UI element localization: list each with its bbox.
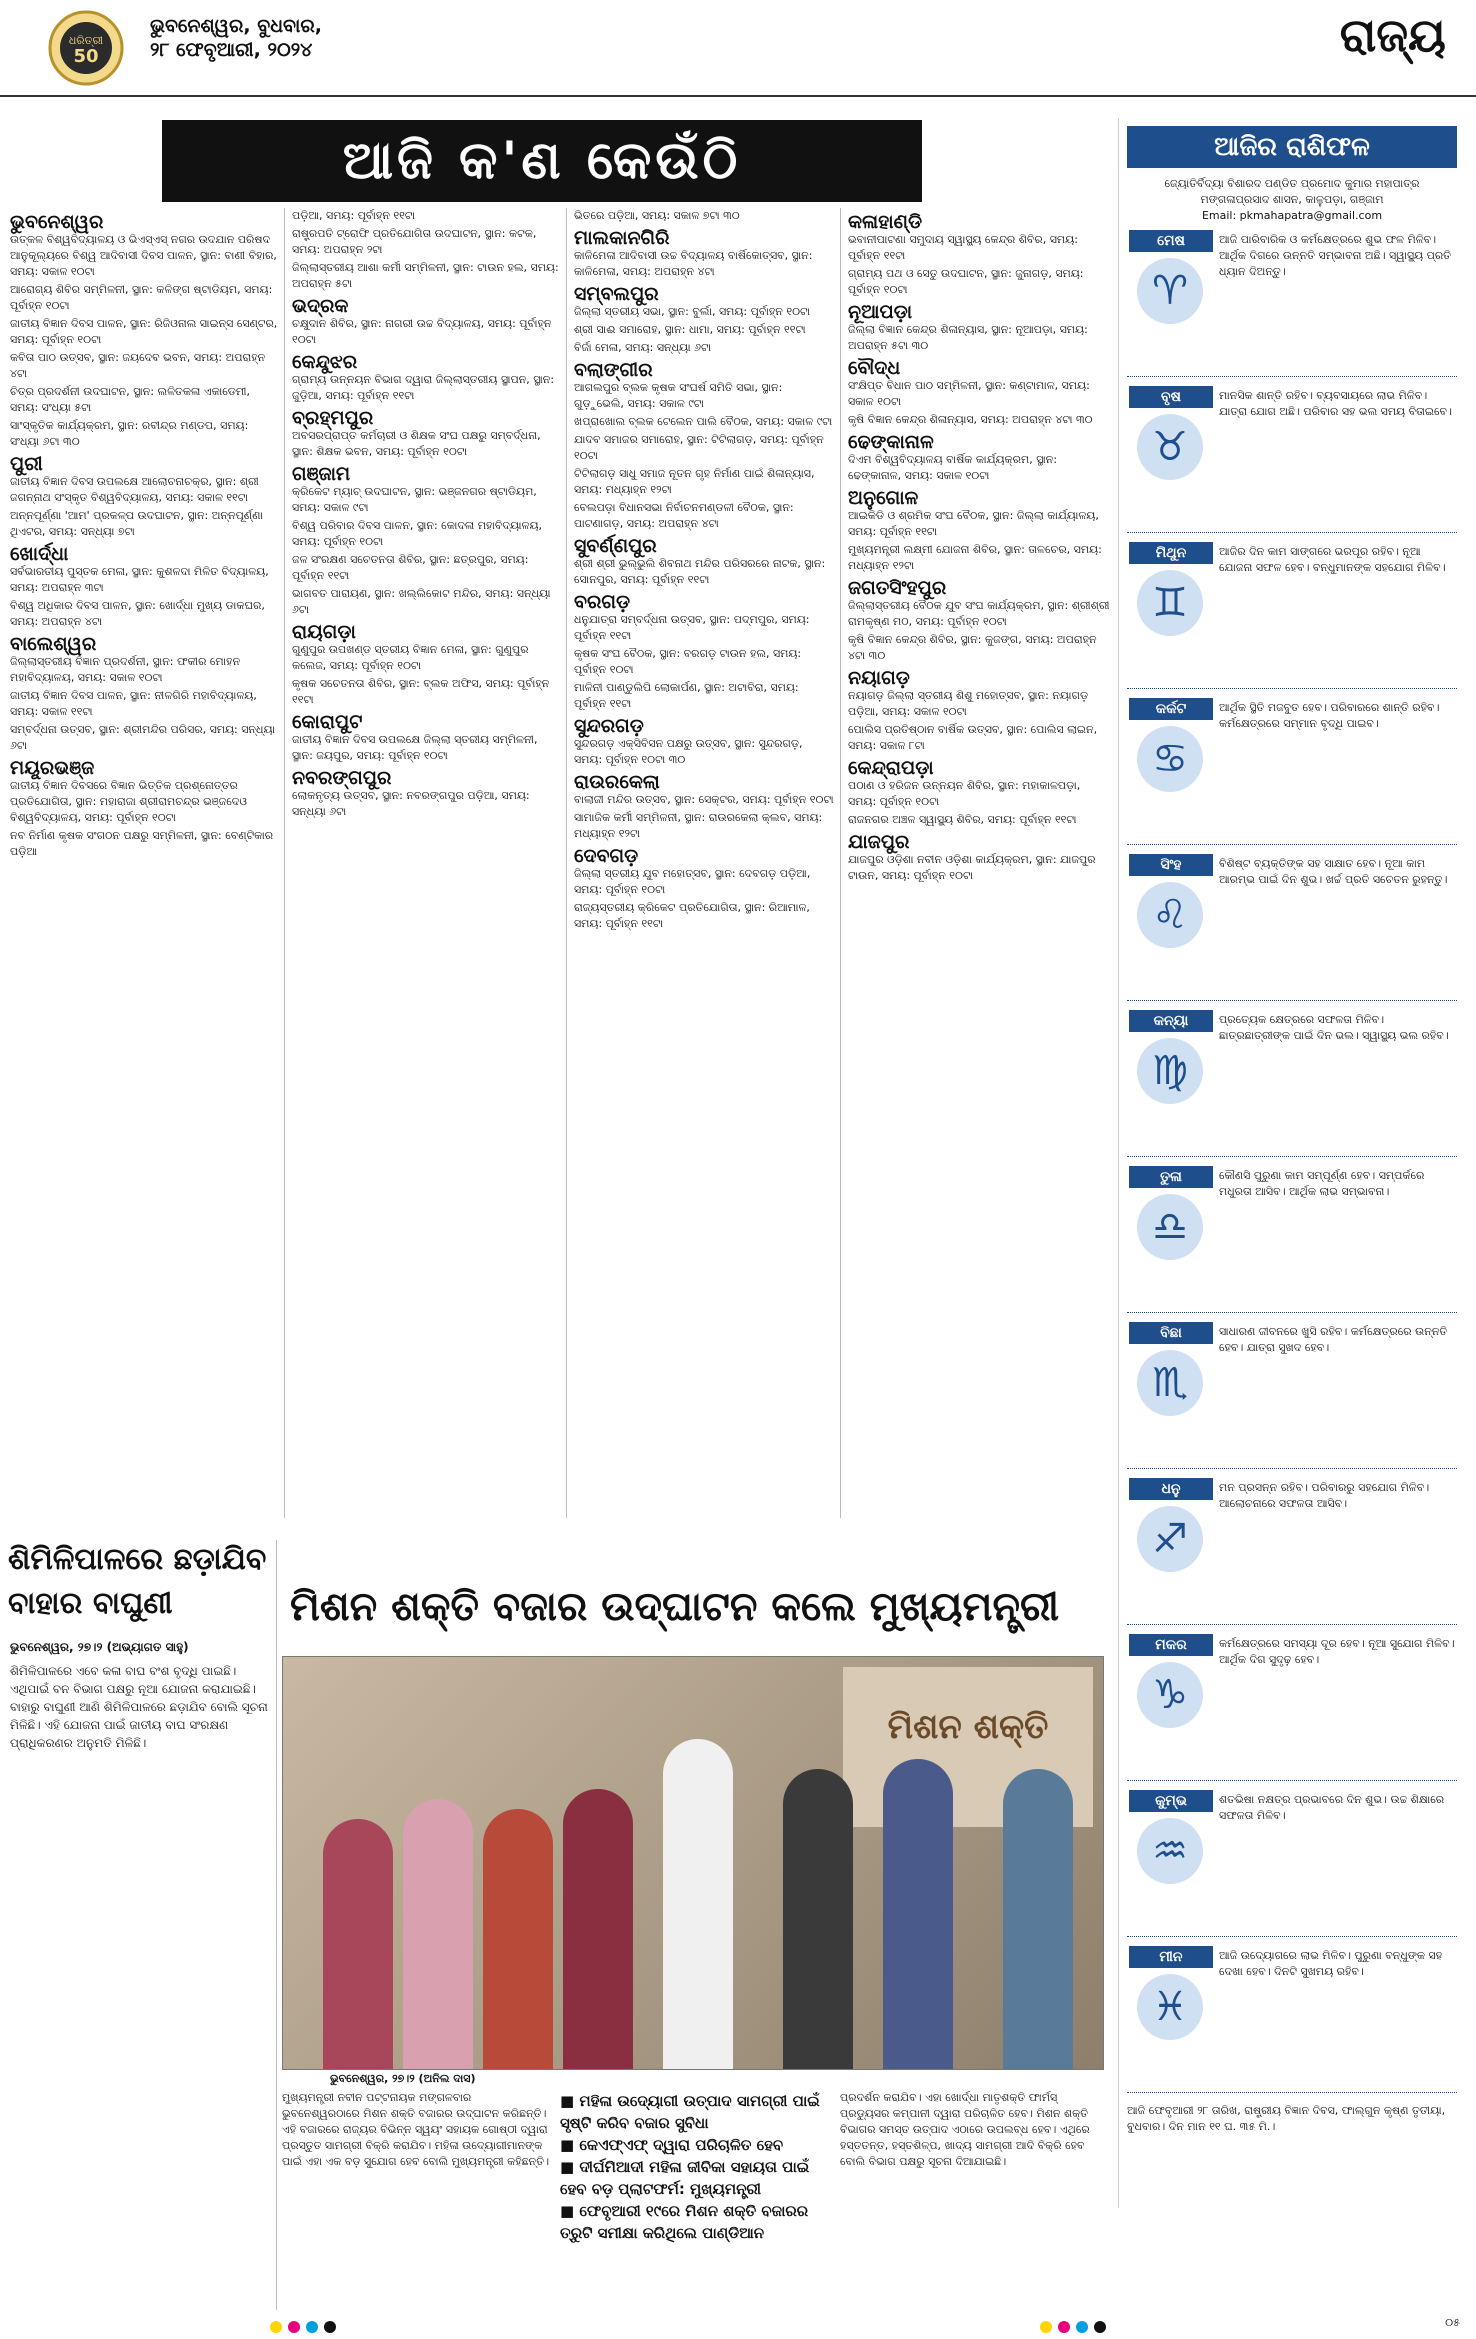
events-column-4 xyxy=(848,208,1110,1518)
registration-mark xyxy=(1058,2321,1070,2333)
zodiac-name: ମେଷ xyxy=(1129,230,1213,252)
zodiac-icon: ♋ xyxy=(1137,726,1203,792)
event-item: ଗୁଣୁପୁର ଉପଖଣ୍ଡ ସ୍ତରୀୟ ବିଜ୍ଞାନ ମେଳା, ସ୍ଥାନ: ଗୁଣୁପୁର କଲେଜ, ସମୟ: ପୂର୍ବାହ୍ନ ୧୦ଟା xyxy=(292,643,529,672)
print-registration-bar xyxy=(0,2316,1476,2339)
zodiac-name: ବିଛା xyxy=(1129,1322,1213,1344)
town-heading: ଢେଙ୍କାନାଳ xyxy=(848,431,934,453)
bullet-icon: ■ xyxy=(560,2092,580,2110)
town-heading: ବୌଦ୍ଧ xyxy=(848,357,901,379)
event-item: ଉତ୍କଳ ବିଶ୍ୱବିଦ୍ୟାଳୟ ଓ ଭିଏସ୍‌ଏସ୍‌ ନଗର ଉଦଯାନ ପରିଷଦ ଆନୁକୂଲ୍ୟରେ ବିଶ୍ୱ ଆଦିବାସୀ ଦିବସ ପାଳନ, ସ୍ଥାନ: ବାଣୀ ବିହାର, ସମୟ: ସକାଳ ୧୦ଟା xyxy=(10,233,277,278)
events-banner: ଆଜି କ'ଣ କେଉଁଠି xyxy=(162,120,922,202)
events-column-2 xyxy=(292,208,560,1518)
zodiac-name: କନ୍ୟା xyxy=(1129,1010,1213,1032)
town-heading: ଭଦ୍ରକ xyxy=(292,295,349,317)
column-divider xyxy=(276,1540,277,2310)
person-figure xyxy=(1003,1769,1073,2069)
zodiac-icon: ♓ xyxy=(1137,1974,1203,2040)
town-heading: ଦେବଗଡ଼ xyxy=(574,845,639,867)
registration-mark xyxy=(288,2321,300,2333)
event-item: ଭାଗବତ ପାରାୟଣ, ସ୍ଥାନ: ଖଲ୍ଲିକୋଟ ମନ୍ଦିର, ସମୟ: ସନ୍ଧ୍ୟା ୬ଟା xyxy=(292,587,551,616)
bullet-icon: ■ xyxy=(560,2202,580,2220)
town-heading: ରାୟଗଡ଼ା xyxy=(292,621,356,643)
town-heading: ଖୋର୍ଦ୍ଧା xyxy=(10,543,69,565)
person-figure xyxy=(663,1739,733,2069)
column-divider xyxy=(840,208,841,1518)
event-item: ବାଲାଜୀ ମନ୍ଦିର ଉତ୍ସବ, ସ୍ଥାନ: ସେକ୍ଟର, ସମୟ: ପୂର୍ବାହ୍ନ ୧୦ଟା xyxy=(574,793,834,806)
event-item: ଶ୍ରୀ ଶ୍ରୀ ଭୁଲ୍‌ଭୁଲି ଶିବନାଥ ମନ୍ଦିର ପରିସରରେ ନାଟକ, ସ୍ଥାନ: ସୋନପୁର, ସମୟ: ପୂର୍ବାହ୍ନ ୧୧ଟା xyxy=(574,557,826,586)
town-heading: ବାଲେଶ୍ୱର xyxy=(10,633,97,655)
zodiac-forecast: ଆଜି ଉଦ୍ୟୋଗରେ ଲାଭ ମିଳିବ। ପୁରୁଣା ବନ୍ଧୁଙ୍କ ସହ ଦେଖା ହେବ। ଦିନଟି ସୁଖମୟ ରହିବ। xyxy=(1219,1949,1443,1978)
zodiac-entry xyxy=(1127,1320,1457,1469)
column-divider xyxy=(566,208,567,1518)
zodiac-entry xyxy=(1127,540,1457,689)
person-figure xyxy=(403,1799,473,2069)
zodiac-entry xyxy=(1127,1944,1457,2093)
town-heading: ଅନୁଗୋଳ xyxy=(848,487,919,509)
event-item: ଦିଏମ ବିଶ୍ୱବିଦ୍ୟାଳୟ ବାର୍ଷିକ କାର୍ଯ୍ୟକ୍ରମ, ସ୍ଥାନ: ଢେଙ୍କାନାଳ, ସମୟ: ସକାଳ ୧୦ଟା xyxy=(848,453,1058,482)
svg-text:ଧରିତ୍ରୀ: ଧରିତ୍ରୀ xyxy=(68,34,104,47)
event-item: ବିଶ୍ୱ ଅଧିକାର ଦିବସ ପାଳନ, ସ୍ଥାନ: ଖୋର୍ଦ୍ଧା ମୁଖ୍ୟ ଡାକଘର, ସମୟ: ଅପରାହ୍ନ ୪ଟା xyxy=(10,599,265,628)
town-heading: ନୂଆପଡ଼ା xyxy=(848,301,913,323)
event-item: ଯାଦବ ସମାଜର ସମାରୋହ, ସ୍ଥାନ: ଟିଟିଲାଗଡ଼, ସମୟ: ପୂର୍ବାହ୍ନ ୧୦ଟା xyxy=(574,433,824,462)
town-heading: ବ୍ରହ୍ମପୁର xyxy=(292,407,374,429)
town-heading: ମାଲକାନଗିରି xyxy=(574,227,670,249)
event-item: ପଡ଼ିଆ, ସମୟ: ପୂର୍ବାହ୍ନ ୧୧ଟା xyxy=(292,209,416,222)
registration-mark xyxy=(324,2321,336,2333)
event-item: କୃଷକ ସଂଘ ବୈଠକ, ସ୍ଥାନ: ବରଗଡ଼ ଟାଉନ ହଲ, ସମୟ: ପୂର୍ବାହ୍ନ ୧୦ଟା xyxy=(574,647,802,676)
zodiac-entry xyxy=(1127,1632,1457,1781)
zodiac-icon: ♑ xyxy=(1137,1662,1203,1728)
event-item: ସାଂସ୍କୃତିକ କାର୍ଯ୍ୟକ୍ରମ, ସ୍ଥାନ: ରବୀନ୍ଦ୍ର ମଣ୍ଡପ, ସମୟ: ସଂଧ୍ୟା ୬ଟା ୩୦ xyxy=(10,419,249,448)
simlipal-body: ଶିମିଳିପାଳରେ ଏବେ କଳା ବାଘ ବଂଶ ବୃଦ୍ଧି ପାଇଛି। ଏଥିପାଇଁ ବନ ବିଭାଗ ପକ୍ଷରୁ ନୂଆ ଯୋଜନା କରାଯାଇଛି। ବାହାରୁ ବାଘୁଣୀ ଆଣି ଶିମିଳିପାଳରେ ଛଡ଼ାଯିବ ବୋଲି ସୂଚନା ମିଳିଛି। ଏହି ଯୋଜନା ପାଇଁ ଜାତୀୟ ବାଘ ସଂରକ୍ଷଣ ପ୍ରାଧିକରଣର ଅନୁମତି ମିଳିଛି। xyxy=(10,1664,268,1750)
section-title: ରାଜ୍ୟ xyxy=(1339,8,1446,62)
zodiac-forecast: ସାଧାରଣ ଜୀବନରେ ଖୁସି ରହିବ। କର୍ମକ୍ଷେତ୍ରରେ ଉନ୍ନତି ହେବ। ଯାତ୍ରା ସୁଖଦ ହେବ। xyxy=(1219,1325,1448,1354)
event-item: ରାଜ୍ୟସ୍ତରୀୟ କ୍ରିକେଟ ପ୍ରତିଯୋଗିତା, ସ୍ଥାନ: ରିଆମାଳ, ସମୟ: ପୂର୍ବାହ୍ନ ୧୧ଟା xyxy=(574,901,810,930)
event-item: ଚକ୍ଷୁଦାନ ଶିବିର, ସ୍ଥାନ: ନାଗରୀ ଉଚ୍ଚ ବିଦ୍ୟାଳୟ, ସମୟ: ପୂର୍ବାହ୍ନ ୧୦ଟା xyxy=(292,317,552,346)
event-item: ସୁନ୍ଦରଗଡ଼ ଏକ୍ସିବିସନ ପକ୍ଷରୁ ଉତ୍ସବ, ସ୍ଥାନ: ସୁନ୍ଦରଗଡ଼, ସମୟ: ପୂର୍ବାହ୍ନ ୧୦ଟା ୩୦ xyxy=(574,737,803,766)
town-heading: ଗଞ୍ଜାମ xyxy=(292,463,351,485)
town-heading: ସମ୍ବଲପୁର xyxy=(574,283,659,305)
event-item: ପଠାଣ ଓ ହରିଜନ ଉନ୍ନୟନ ଶିବିର, ସ୍ଥାନ: ମହାକାଳପଡ଼ା, ସମୟ: ପୂର୍ବାହ୍ନ ୧୦ଟା xyxy=(848,779,1081,808)
event-item: ଗ୍ରାମ୍ୟ ପଥ ଓ ସେତୁ ଉଦଘାଟନ, ସ୍ଥାନ: ଜୁନାଗଡ଼, ସମୟ: ପୂର୍ବାହ୍ନ ୧୦ଟା xyxy=(848,267,1084,296)
registration-mark xyxy=(1040,2321,1052,2333)
horoscope-title: ଆଜିର ରାଶିଫଳ xyxy=(1127,126,1457,168)
event-item: ନବ ନିର୍ମାଣ କୃଷକ ସଂଗଠନ ପକ୍ଷରୁ ସମ୍ମିଳନୀ, ସ୍ଥାନ: ବେଣ୍ଟିକାର ପଡ଼ିଆ xyxy=(10,829,274,858)
zodiac-name: ବୃଷ xyxy=(1129,386,1213,408)
page-number: ୦୫ xyxy=(1445,2316,1460,2329)
event-item: କାଳିମେଳା ଆଦିବାସୀ ଉଚ୍ଚ ବିଦ୍ୟାଳୟ ବାର୍ଷିକୋତ୍ସବ, ସ୍ଥାନ: କାଳିମେଳା, ସମୟ: ଅପରାହ୍ନ ୪ଟା xyxy=(574,249,813,278)
zodiac-entry xyxy=(1127,696,1457,845)
town-heading: ନବରଙ୍ଗପୁର xyxy=(292,767,392,789)
story-highlights xyxy=(560,2090,830,2244)
event-item: କୃଷକ ସଚେତନତା ଶିବିର, ସ୍ଥାନ: ବ୍ଲକ ଅଫିସ, ସମୟ: ପୂର୍ବାହ୍ନ ୧୧ଟା xyxy=(292,677,550,706)
bullet-icon: ■ xyxy=(560,2136,580,2154)
photo-sign-text: ମିଶନ ଶକ୍ତି xyxy=(887,1707,1049,1747)
event-item: ଭବାନୀପାଟଣା ସମୁଦାୟ ସ୍ୱାସ୍ଥ୍ୟ କେନ୍ଦ୍ର ଶିବିର, ସମୟ: ପୂର୍ବାହ୍ନ ୧୧ଟା xyxy=(848,233,1078,262)
zodiac-icon: ♏ xyxy=(1137,1350,1203,1416)
zodiac-forecast: ମନ ପ୍ରସନ୍ନ ରହିବ। ପରିବାରରୁ ସହଯୋଗ ମିଳିବ। ଆଲୋଚନାରେ ସଫଳତା ଆସିବ। xyxy=(1219,1481,1430,1510)
zodiac-name: ସିଂହ xyxy=(1129,854,1213,876)
zodiac-name: ମିଥୁନ xyxy=(1129,542,1213,564)
event-item: ଜିଲ୍ଲା ବିଜ୍ଞାନ କେନ୍ଦ୍ର ଶିଳାନ୍ୟାସ, ସ୍ଥାନ: ନୂଆପଡ଼ା, ସମୟ: ଅପରାହ୍ନ ୫ଟା ୩୦ xyxy=(848,323,1088,352)
event-item: ମୁଖ୍ୟମନ୍ତ୍ରୀ ଲକ୍ଷ୍ମୀ ଯୋଜନା ଶିବିର, ସ୍ଥାନ: ତାଳଚେର, ସମୟ: ମଧ୍ୟାହ୍ନ ୧୨ଟା xyxy=(848,543,1102,572)
zodiac-entry xyxy=(1127,1476,1457,1625)
event-item: ରାଜନଗର ଅଞ୍ଚଳ ସ୍ୱାସ୍ଥ୍ୟ ଶିବିର, ସମୟ: ପୂର୍ବାହ୍ନ ୧୧ଟା xyxy=(848,813,1077,826)
registration-mark xyxy=(270,2321,282,2333)
registration-mark xyxy=(1076,2321,1088,2333)
zodiac-entry xyxy=(1127,384,1457,533)
town-heading: ଜଗତସିଂହପୁର xyxy=(848,577,947,599)
zodiac-entry xyxy=(1127,852,1457,1001)
news-photo xyxy=(282,1656,1104,2070)
story-body-left: ମୁଖ୍ୟମନ୍ତ୍ରୀ ନବୀନ ପଟ୍ଟନାୟକ ମଙ୍ଗଳବାର ଭୁବନେଶ୍ୱରଠାରେ ମିଶନ ଶକ୍ତି ବଜାରର ଉଦ୍‌ଘାଟନ କରିଛନ୍ତି। ଏହି ବଜାରରେ ରାଜ୍ୟର ବିଭିନ୍ନ ସ୍ୱୟଂ ସହାୟକ ଗୋଷ୍ଠୀ ଦ୍ୱାରା ପ୍ରସ୍ତୁତ ସାମଗ୍ରୀ ବିକ୍ରି କରାଯିବ। ମହିଳା ଉଦ୍ୟୋଗୀମାନଙ୍କ ପାଇଁ ଏହା ଏକ ବଡ଼ ସୁଯୋଗ ହେବ ବୋଲି ମୁଖ୍ୟମନ୍ତ୍ରୀ କହିଛନ୍ତି। xyxy=(282,2091,550,2168)
highlight-item xyxy=(560,2156,830,2200)
town-heading: ରାଉରକେଲା xyxy=(574,771,660,793)
highlight-text: ଫେବୃଆରୀ ୧୯ରେ ମିଶନ ଶକ୍ତି ବଜାରର ତ୍ରୁଟି ସମୀକ୍ଷା କରିଥିଲେ ପାଣ୍ଡିଆନ xyxy=(560,2202,809,2242)
zodiac-forecast: କର୍ମକ୍ଷେତ୍ରରେ ସମସ୍ୟା ଦୂର ହେବ। ନୂଆ ସୁଯୋଗ ମିଳିବ। ଆର୍ଥିକ ଦିଗ ସୁଦୃଢ଼ ହେବ। xyxy=(1219,1637,1455,1666)
event-item: ଲୋକନୃତ୍ୟ ଉତ୍ସବ, ସ୍ଥାନ: ନବରଙ୍ଗପୁର ପଡ଼ିଆ, ସମୟ: ସନ୍ଧ୍ୟା ୬ଟା xyxy=(292,789,530,818)
event-item: ଜଳ ସଂରକ୍ଷଣ ସଚେତନତା ଶିବିର, ସ୍ଥାନ: ଛତ୍ରପୁର, ସମୟ: ପୂର୍ବାହ୍ନ ୧୧ଟା xyxy=(292,553,529,582)
zodiac-entry xyxy=(1127,1164,1457,1313)
event-item: ବିଶ୍ୱ ପରିବାର ଦିବସ ପାଳନ, ସ୍ଥାନ: କୋଦଳା ମହାବିଦ୍ୟାଳୟ, ସମୟ: ପୂର୍ବାହ୍ନ ୧୦ଟା xyxy=(292,519,543,548)
zodiac-icon: ♍ xyxy=(1137,1038,1203,1104)
zodiac-forecast: କୌଣସି ପୁରୁଣା କାମ ସମ୍ପୂର୍ଣ୍ଣ ହେବ। ସମ୍ପର୍କରେ ମଧୁରତା ଆସିବ। ଆର୍ଥିକ ଲାଭ ସମ୍ଭାବନା। xyxy=(1219,1169,1425,1198)
event-item: ସଂକ୍ଷିପ୍ତ ବିଧାନ ପାଠ ସମ୍ମିଳନୀ, ସ୍ଥାନ: କଣ୍ଟାମାଳ, ସମୟ: ସକାଳ ୧୦ଟା xyxy=(848,379,1090,408)
zodiac-forecast: ବିଶିଷ୍ଟ ବ୍ୟକ୍ତିଙ୍କ ସହ ସାକ୍ଷାତ ହେବ। ନୂଆ କାମ ଆରମ୍ଭ ପାଇଁ ଦିନ ଶୁଭ। ଖର୍ଚ୍ଚ ପ୍ରତି ସଚେତନ ରୁହନ୍ତୁ। xyxy=(1219,857,1448,886)
event-item: ଶ୍ରୀ ସାଈ ସମାରୋହ, ସ୍ଥାନ: ଧାମା, ସମୟ: ପୂର୍ବାହ୍ନ ୧୧ଟା xyxy=(574,323,806,336)
town-heading: ସୁବର୍ଣ୍ଣପୁର xyxy=(574,535,657,557)
highlight-item xyxy=(560,2090,830,2134)
column-divider xyxy=(284,208,285,1518)
zodiac-forecast: ଆଜିର ଦିନ କାମ ସାଙ୍ଗରେ ଭରପୂର ରହିବ। ନୂଆ ଯୋଜନା ସଫଳ ହେବ। ବନ୍ଧୁମାନଙ୍କ ସହଯୋଗ ମିଳିବ। xyxy=(1219,545,1446,574)
mission-shakti-headline: ମିଶନ ଶକ୍ତି ବଜାର ଉଦ୍‌ଘାଟନ କଲେ ମୁଖ୍ୟମନ୍ତ୍ରୀ xyxy=(290,1584,1060,1630)
event-item: ବିର୍ଜା ମେଳା, ସମୟ: ସନ୍ଧ୍ୟା ୬ଟା xyxy=(574,341,712,354)
astrologer-email: Email: pkmahapatra@gmail.com xyxy=(1201,209,1383,222)
zodiac-name: କର୍କଟ xyxy=(1129,698,1213,720)
event-item: ଜାତୀୟ ବିଜ୍ଞାନ ଦିବସ ପାଳନ, ସ୍ଥାନ: ରିଜିଓନାଲ ସାଇନ୍ସ ସେଣ୍ଟର, ସମୟ: ପୂର୍ବାହ୍ନ ୧୦ଟା xyxy=(10,317,278,346)
events-column-3 xyxy=(574,208,834,1518)
event-item: ଚିତ୍ର ପ୍ରଦର୍ଶନୀ ଉଦଘାଟନ, ସ୍ଥାନ: ଲଳିତକଳା ଏକାଡେମୀ, ସମୟ: ସଂଧ୍ୟା ୫ଟା xyxy=(10,385,251,414)
event-item: ଜାତୀୟ ବିଜ୍ଞାନ ଦିବସ ପାଳନ, ସ୍ଥାନ: ନୀଳଗିରି ମହାବିଦ୍ୟାଳୟ, ସମୟ: ସକାଳ ୧୧ଟା xyxy=(10,689,257,718)
town-heading: କେନ୍ଦୁଝର xyxy=(292,351,358,373)
town-heading: ବରଗଡ଼ xyxy=(574,591,631,613)
story-body-right: ପ୍ରଦର୍ଶନ କରାଯିବ। ଏହା ଖୋର୍ଦ୍ଧା ମାତୃଶକ୍ତି ଫାର୍ମସ୍‌ ପ୍ରଡ୍ୟୁସର କମ୍ପାନୀ ଦ୍ୱାରା ପରିଚାଳିତ ହେବ। ମିଶନ ଶକ୍ତି ବିଭାଗର ସମସ୍ତ ଉତ୍ପାଦ ଏଠାରେ ଉପଲବ୍ଧ ହେବ। ଏଥିରେ ହସ୍ତତନ୍ତ, ହସ୍ତଶିଳ୍ପ, ଖାଦ୍ୟ ସାମଗ୍ରୀ ଆଦି ବିକ୍ରି ହେବ ବୋଲି ବିଭାଗ ପକ୍ଷରୁ ସୂଚନା ଦିଆଯାଇଛି। xyxy=(840,2091,1090,2168)
event-item: ଜାତୀୟ ବିଜ୍ଞାନ ଦିବସରେ ବିଜ୍ଞାନ ଭିତ୍ତିକ ପ୍ରଶ୍ନୋତ୍ତର ପ୍ରତିଯୋଗିତା, ସ୍ଥାନ: ମହାରାଜା ଶ୍ରୀରାମଚନ୍ଦ୍ର ଭଞ୍ଜଦେଓ ବିଶ୍ୱବିଦ୍ୟାଳୟ, ସମୟ: ପୂର୍ବାହ୍ନ ୧୦ଟା xyxy=(10,779,247,824)
zodiac-forecast: ଶତଭିଷା ନକ୍ଷତ୍ର ପ୍ରଭାବରେ ଦିନ ଶୁଭ। ଉଚ୍ଚ ଶିକ୍ଷାରେ ସଫଳତା ମିଳିବ। xyxy=(1219,1793,1445,1822)
zodiac-forecast: ପ୍ରତ୍ୟେକ କ୍ଷେତ୍ରରେ ସଫଳତା ମିଳିବ। ଛାତ୍ରଛାତ୍ରୀଙ୍କ ପାଇଁ ଦିନ ଭଲ। ସ୍ୱାସ୍ଥ୍ୟ ଭଲ ରହିବ। xyxy=(1219,1013,1449,1042)
event-item: ଆରୋଗ୍ୟ ଶିବିର ସମ୍ମିଳନୀ, ସ୍ଥାନ: କଳିଙ୍ଗ ଷ୍ଟାଡିୟମ, ସମୟ: ପୂର୍ବାହ୍ନ ୧୦ଟା xyxy=(10,283,273,312)
event-item: ସର୍ବଭାରତୀୟ ପୁସ୍ତକ ମେଳା, ସ୍ଥାନ: କୁଶଳଦା ମିଳିତ ବିଦ୍ୟାଳୟ, ସମୟ: ଅପରାହ୍ନ ୩ଟା xyxy=(10,565,269,594)
event-item: କବିତା ପାଠ ଉତ୍ସବ, ସ୍ଥାନ: ଜୟଦେବ ଭବନ, ସମୟ: ଅପରାହ୍ନ ୪ଟା xyxy=(10,351,266,380)
person-figure xyxy=(563,1789,633,2069)
event-item: ଜିଲ୍ଲା ସ୍ତରୀୟ ସଭା, ସ୍ଥାନ: ବୁର୍ଲା, ସମୟ: ପୂର୍ବାହ୍ନ ୧୦ଟା xyxy=(574,305,811,318)
zodiac-icon: ♒ xyxy=(1137,1818,1203,1884)
event-item: ଆଇକିଡି ଓ ଶ୍ରମିକ ସଂଘ ବୈଠକ, ସ୍ଥାନ: ଜିଲ୍ଲା କାର୍ଯ୍ୟାଳୟ, ସମୟ: ପୂର୍ବାହ୍ନ ୧୧ଟା xyxy=(848,509,1099,538)
event-item: ଜିଲ୍ଲାସ୍ତରୀୟ ଆଶା କର୍ମୀ ସମ୍ମିଳନୀ, ସ୍ଥାନ: ଟାଉନ ହଲ, ସମୟ: ଅପରାହ୍ନ ୫ଟା xyxy=(292,261,559,290)
zodiac-entry xyxy=(1127,228,1457,377)
zodiac-name: ତୁଳା xyxy=(1129,1166,1213,1188)
person-figure xyxy=(323,1819,393,2069)
zodiac-forecast: ମାନସିକ ଶାନ୍ତି ରହିବ। ବ୍ୟବସାୟରେ ଲାଭ ମିଳିବ। ଯାତ୍ରା ଯୋଗ ଅଛି। ପରିବାର ସହ ଭଲ ସମୟ ବିତାଇବେ। xyxy=(1219,389,1452,418)
zodiac-icon: ♊ xyxy=(1137,570,1203,636)
zodiac-icon: ♐ xyxy=(1137,1506,1203,1572)
event-item: ଖପ୍ରାଖୋଲ ବ୍ଲକ ଟେଲେନ ପାଲି ବୈଠକ, ସମୟ: ସକାଳ ୯ଟା xyxy=(574,415,833,428)
person-figure xyxy=(883,1759,953,2069)
event-item: ଜିଲ୍ଲାସ୍ତରୀୟ ବିଜ୍ଞାନ ପ୍ରଦର୍ଶନୀ, ସ୍ଥାନ: ଫକୀର ମୋହନ ମହାବିଦ୍ୟାଳୟ, ସମୟ: ସକାଳ ୧୦ଟା xyxy=(10,655,241,684)
astrologer-address: ମଙ୍ଗଳାପ୍ରସାଦ ଶାସନ, କାଳୁପଡ଼ା, ଗଞ୍ଜାମ xyxy=(1200,193,1384,206)
town-heading: କେନ୍ଦ୍ରାପଡ଼ା xyxy=(848,757,934,779)
date-line xyxy=(150,14,322,62)
masthead xyxy=(0,0,1476,97)
event-item: ଜିଲ୍ଲା ସ୍ତରୀୟ ଯୁବ ମହୋତ୍ସବ, ସ୍ଥାନ: ଦେବଗଡ଼ ପଡ଼ିଆ, ସମୟ: ପୂର୍ବାହ୍ନ ୧୦ଟା xyxy=(574,867,811,896)
event-item: ପୋଲିସ ପ୍ରତିଷ୍ଠାନ ବାର୍ଷିକ ଉତ୍ସବ, ସ୍ଥାନ: ପୋଲିସ ଲାଇନ, ସମୟ: ସକାଳ ୮ଟା xyxy=(848,723,1098,752)
horoscope-panel xyxy=(1118,118,1461,2208)
bullet-icon: ■ xyxy=(560,2158,580,2176)
event-item: ସାମାଜିକ କର୍ମୀ ସମ୍ମିଳନୀ, ସ୍ଥାନ: ରାଉରକେଲା କ୍ଲବ, ସମୟ: ମଧ୍ୟାହ୍ନ ୧୨ଟା xyxy=(574,811,823,840)
event-item: ଜାତୀୟ ବିଜ୍ଞାନ ଦିବସ ଉପଲକ୍ଷେ ଜିଲ୍ଲା ସ୍ତରୀୟ ସମ୍ମିଳନୀ, ସ୍ଥାନ: ଜୟପୁର, ସମୟ: ପୂର୍ବାହ୍ନ ୧୦ଟା xyxy=(292,733,538,762)
svg-text:50: 50 xyxy=(73,46,99,67)
event-item: ଜାତୀୟ ବିଜ୍ଞାନ ଦିବସ ଉପଲକ୍ଷେ ଆଲୋଚନାଚକ୍ର, ସ୍ଥାନ: ଶ୍ରୀ ଜଗନ୍ନାଥ ସଂସ୍କୃତ ବିଶ୍ୱବିଦ୍ୟାଳୟ, ସମୟ: ସକାଳ ୧୧ଟା xyxy=(10,475,259,504)
today-almanac: ଆଜି ଫେବୃଆରୀ ୨୮ ତାରିଖ, ରାଷ୍ଟ୍ରୀୟ ବିଜ୍ଞାନ ଦିବସ, ଫାଲ୍ଗୁନ କୃଷ୍ଣ ତୃତୀୟା, ବୁଧବାର। ଦିନ ମାନ ୧୧ ଘ. ୩୫ ମି.। xyxy=(1127,2104,1446,2133)
event-item: ଆଗଲପୁର ବ୍ଲକ କୃଷକ ସଂଘର୍ଷ ସମିତି ସଭା, ସ୍ଥାନ: ଗୁଡ଼ୁଭେଲି, ସମୟ: ସକାଳ ୯ଟା xyxy=(574,381,783,410)
event-item: ଟିଟିଲାଗଡ଼ ସାଧୁ ସମାଜ ନୂତନ ଗୃହ ନିର୍ମାଣ ପାଇଁ ଶିଳାନ୍ୟାସ, ସମୟ: ମଧ୍ୟାହ୍ନ ୧୨ଟା xyxy=(574,467,815,496)
town-heading: କୋରାପୁଟ xyxy=(292,711,363,733)
zodiac-icon: ♌ xyxy=(1137,882,1203,948)
person-figure xyxy=(483,1809,553,2069)
zodiac-forecast: ଆଜି ପାରିବାରିକ ଓ କର୍ମକ୍ଷେତ୍ରରେ ଶୁଭ ଫଳ ମିଳିବ। ଆର୍ଥିକ ଦିଗରେ ଉନ୍ନତି ସମ୍ଭାବନା ଅଛି। ସ୍ୱାସ୍ଥ୍ୟ ପ୍ରତି ଧ୍ୟାନ ଦିଅନ୍ତୁ। xyxy=(1219,233,1452,278)
astrologer-name: ଜ୍ୟୋତିର୍ବିଦ୍ୟା ବିଶାରଦ ପଣ୍ଡିତ ପ୍ରମୋଦ କୁମାର ମହାପାତ୍ର xyxy=(1164,177,1420,190)
event-item: ଅନ୍ନପୂର୍ଣ୍ଣା 'ଆମ' ପ୍ରକଳ୍ପ ଉଦଘାଟନ, ସ୍ଥାନ: ଅନ୍ନପୂର୍ଣ୍ଣା ଥିଏଟର, ସମୟ: ସନ୍ଧ୍ୟା ୭ଟା xyxy=(10,509,263,538)
event-item: ସମ୍ବର୍ଦ୍ଧନା ଉତ୍ସବ, ସ୍ଥାନ: ଶ୍ରୀମନ୍ଦିର ପରିସର, ସମୟ: ସନ୍ଧ୍ୟା ୬ଟା xyxy=(10,723,276,752)
event-item: ଅବସରପ୍ରାପ୍ତ କର୍ମଚାରୀ ଓ ଶିକ୍ଷକ ସଂଘ ପକ୍ଷରୁ ସମ୍ବର୍ଦ୍ଧନା, ସ୍ଥାନ: ଶିକ୍ଷକ ଭବନ, ସମୟ: ପୂର୍ବାହ୍ନ ୧୦ଟା xyxy=(292,429,541,458)
simlipal-dateline: ଭୁବନେଶ୍ୱର, ୨୭।୨ (ଅଭ୍ୟାଗତ ସାହୁ) xyxy=(10,1640,189,1654)
simlipal-headline: ଶିମିଳିପାଳରେ ଛଡ଼ାଯିବ ବାହାର ବାଘୁଣୀ xyxy=(8,1542,267,1621)
zodiac-name: ମକର xyxy=(1129,1634,1213,1656)
town-heading: କଳାହାଣ୍ଡି xyxy=(848,211,923,233)
event-item: ଗ୍ରାମ୍ୟ ଉନ୍ନୟନ ବିଭାଗ ଦ୍ୱାରା ଜିଲ୍ଲାସ୍ତରୀୟ ସ୍ଥାପନ, ସ୍ଥାନ: ଜୁଡ଼ିଆ, ସମୟ: ପୂର୍ବାହ୍ନ ୧୧ଟା xyxy=(292,373,555,402)
registration-mark xyxy=(306,2321,318,2333)
zodiac-entry xyxy=(1127,1008,1457,1157)
event-item: ଯାଜପୁର ଓଡ଼ିଶା ନବୀନ ଓଡ଼ିଶା କାର୍ଯ୍ୟକ୍ରମ, ସ୍ଥାନ: ଯାଜପୁର ଟାଉନ, ସମୟ: ପୂର୍ବାହ୍ନ ୧୦ଟା xyxy=(848,853,1096,882)
zodiac-forecast: ଆର୍ଥିକ ସ୍ଥିତି ମଜବୁତ ହେବ। ପରିବାରରେ ଶାନ୍ତି ରହିବ। କର୍ମକ୍ଷେତ୍ରରେ ସମ୍ମାନ ବୃଦ୍ଧି ପାଇବ। xyxy=(1219,701,1440,730)
person-figure xyxy=(783,1769,853,2069)
town-heading: ପୁରୀ xyxy=(10,453,43,475)
zodiac-name: କୁମ୍ଭ xyxy=(1129,1790,1213,1812)
event-item: ଜିଲ୍ଲାସ୍ତରୀୟ ବୈଠକ ଯୁବ ସଂଘ କାର୍ଯ୍ୟକ୍ରମ, ସ୍ଥାନ: ଶ୍ରୀଶ୍ରୀ ରାମକୃଷ୍ଣ ମଠ, ସମୟ: ପୂର୍ବାହ୍ନ ୧୦ଟା xyxy=(848,599,1110,628)
weekday-text: ଭୁବନେଶ୍ୱର, ବୁଧବାର, xyxy=(150,15,322,37)
town-heading: ଯାଜପୁର xyxy=(848,831,910,853)
event-item: ମାଳିନୀ ପାଣ୍ଡୁଲିପି ଲୋକାର୍ପଣ, ସ୍ଥାନ: ଅଟାବିରା, ସମୟ: ପୂର୍ବାହ୍ନ ୧୧ଟା xyxy=(574,681,799,710)
registration-mark xyxy=(1094,2321,1106,2333)
town-heading: ବଲାଙ୍ଗୀର xyxy=(574,359,653,381)
newspaper-logo xyxy=(40,8,132,88)
zodiac-name: ମୀନ xyxy=(1129,1946,1213,1968)
astrologer-credit xyxy=(1127,176,1457,224)
zodiac-icon: ♉ xyxy=(1137,414,1203,480)
town-heading: ଭୁବନେଶ୍ୱର xyxy=(10,211,104,233)
zodiac-name: ଧନୁ xyxy=(1129,1478,1213,1500)
event-item: ବେଲପଡ଼ା ବିଧାନସଭା ନିର୍ବାଚନମଣ୍ଡଳୀ ବୈଠକ, ସ୍ଥାନ: ପାଟଣାଗଡ଼, ସମୟ: ଅପରାହ୍ନ ୪ଟା xyxy=(574,501,794,530)
zodiac-icon: ♈ xyxy=(1137,258,1203,324)
zodiac-icon: ♎ xyxy=(1137,1194,1203,1260)
events-column-1 xyxy=(10,208,278,1518)
event-item: କ୍ରିକେଟ ମ୍ୟାଚ୍‌ ଉଦଘାଟନ, ସ୍ଥାନ: ଭଞ୍ଜନଗର ଷ୍ଟାଡିୟମ, ସମୟ: ସକାଳ ୯ଟା xyxy=(292,485,537,514)
town-heading: ନୟାଗଡ଼ xyxy=(848,667,910,689)
highlight-text: ମହିଳା ଉଦ୍ୟୋଗୀ ଉତ୍ପାଦ ସାମଗ୍ରୀ ପାଇଁ ସୃଷ୍ଟି କରିବ ବଜାର ସୁବିଧା xyxy=(560,2092,820,2132)
highlight-item xyxy=(560,2134,830,2156)
event-item: ଧନୁଯାତ୍ରା ସମ୍ବର୍ଦ୍ଧନା ଉତ୍ସବ, ସ୍ଥାନ: ପଦ୍ମପୁର, ସମୟ: ପୂର୍ବାହ୍ନ ୧୧ଟା xyxy=(574,613,810,642)
event-item: ନୟାଗଡ଼ ଜିଲ୍ଲା ସ୍ତରୀୟ ଶିଶୁ ମହୋତ୍ସବ, ସ୍ଥାନ: ନୟାଗଡ଼ ପଡ଼ିଆ, ସମୟ: ସକାଳ ୧୦ଟା xyxy=(848,689,1089,718)
town-heading: ମୟୂରଭଞ୍ଜ xyxy=(10,757,95,779)
town-heading: ସୁନ୍ଦରଗଡ଼ xyxy=(574,715,644,737)
zodiac-entry xyxy=(1127,1788,1457,1937)
event-item: କୃଷି ବିଜ୍ଞାନ କେନ୍ଦ୍ର ଶିଳାନ୍ୟାସ, ସମୟ: ଅପରାହ୍ନ ୪ଟା ୩୦ xyxy=(848,413,1093,426)
highlight-text: କେଏଫ୍‌ଏଫ୍‌ ଦ୍ୱାରା ପରିଚାଳିତ ହେବ xyxy=(579,2136,784,2154)
highlight-item xyxy=(560,2200,830,2244)
highlight-text: ଦୀର୍ଘମିଆଦୀ ମହିଳା ଜୀବିକା ସହାୟତା ପାଇଁ ହେବ ବଡ଼ ପ୍ଲାଟଫର୍ମ: ମୁଖ୍ୟମନ୍ତ୍ରୀ xyxy=(560,2158,810,2198)
event-item: କୃଷି ବିଜ୍ଞାନ କେନ୍ଦ୍ର ଶିବିର, ସ୍ଥାନ: କୁଜଙ୍ଗ, ସମୟ: ଅପରାହ୍ନ ୪ଟା ୩୦ xyxy=(848,633,1097,662)
event-item: ଭିତରେ ପଡ଼ିଆ, ସମୟ: ସକାଳ ୭ଟା ୩୦ xyxy=(574,209,740,222)
photo-caption: ଭୁବନେଶ୍ୱର, ୨୭।୨ (ଅନିଲ ଦାସ) xyxy=(330,2072,476,2085)
date-text: ୨୮ ଫେବୃଆରୀ, ୨୦୨୪ xyxy=(150,39,313,61)
event-item: ରାଷ୍ଟ୍ରପତି ଟ୍ରୋଫି ପ୍ରତିଯୋଗିତା ଉଦଘାଟନ, ସ୍ଥାନ: କଟକ, ସମୟ: ଅପରାହ୍ନ ୨ଟା xyxy=(292,227,537,256)
